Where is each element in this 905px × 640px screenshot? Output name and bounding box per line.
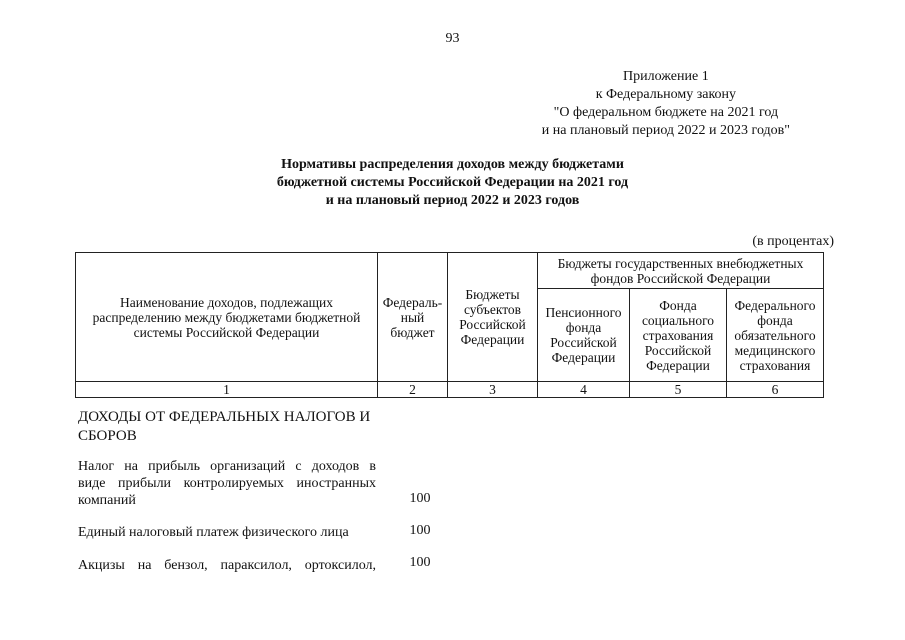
header-social-insurance-fund: Фонда социального страхования Российской Федерации (630, 289, 727, 382)
column-number: 5 (630, 382, 727, 398)
appendix-note (542, 68, 790, 140)
income-row-name (78, 458, 376, 509)
title-line: Нормативы распределения доходов между бюджетами (281, 157, 624, 172)
header-federal-budget: Федераль-ный бюджет (378, 253, 448, 382)
title-line: бюджетной системы Российской Федерации на 2021 год (276, 175, 629, 190)
column-number: 2 (378, 382, 448, 398)
row-name-line: виде прибыли контролируемых иностранных (78, 476, 376, 491)
column-number: 1 (76, 382, 378, 398)
income-row-name (78, 524, 376, 541)
rates-table-header (75, 252, 824, 398)
header-regional-budgets: Бюджеты субъектов Российской Федерации (448, 253, 538, 382)
appendix-line: и на плановый период 2022 и 2023 годов" (541, 123, 790, 138)
row-name-line: Налог на прибыль организаций с доходов в (78, 459, 376, 474)
federal-budget-value: 100 (409, 491, 431, 506)
income-row-name (78, 557, 376, 574)
federal-budget-value: 100 (409, 555, 431, 570)
page-number: 93 (445, 31, 460, 46)
column-number: 3 (448, 382, 538, 398)
header-medical-insurance-fund: Федерального фонда обязательного медицинского страхования (727, 289, 824, 382)
appendix-line: к Федеральному закону (595, 87, 737, 102)
title-line: и на плановый период 2022 и 2023 годов (325, 193, 580, 208)
appendix-line: "О федеральном бюджете на 2021 год (553, 105, 779, 120)
row-name-line: компаний (78, 493, 136, 508)
row-name-line: Единый налоговый платеж физического лица (78, 525, 349, 540)
section-heading-line: ДОХОДЫ ОТ ФЕДЕРАЛЬНЫХ НАЛОГОВ И (78, 409, 371, 425)
federal-budget-value: 100 (409, 523, 431, 538)
row-name-line: Акцизы на бензол, параксилол, ортоксилол, (78, 558, 376, 573)
units-note: (в процентах) (752, 234, 834, 249)
header-pension-fund: Пенсионного фонда Российской Федерации (538, 289, 630, 382)
document-title (0, 156, 905, 210)
appendix-line: Приложение 1 (623, 69, 709, 84)
section-heading-line: СБОРОВ (78, 428, 137, 444)
header-extrabudgetary-funds: Бюджеты государственных внебюджетных фондов Российской Федерации (538, 253, 824, 289)
header-income-name: Наименование доходов, подлежащих распределению между бюджетами бюджетной системы Российской Федерации (76, 253, 378, 382)
column-number: 4 (538, 382, 630, 398)
section-heading (78, 408, 370, 446)
column-number: 6 (727, 382, 824, 398)
